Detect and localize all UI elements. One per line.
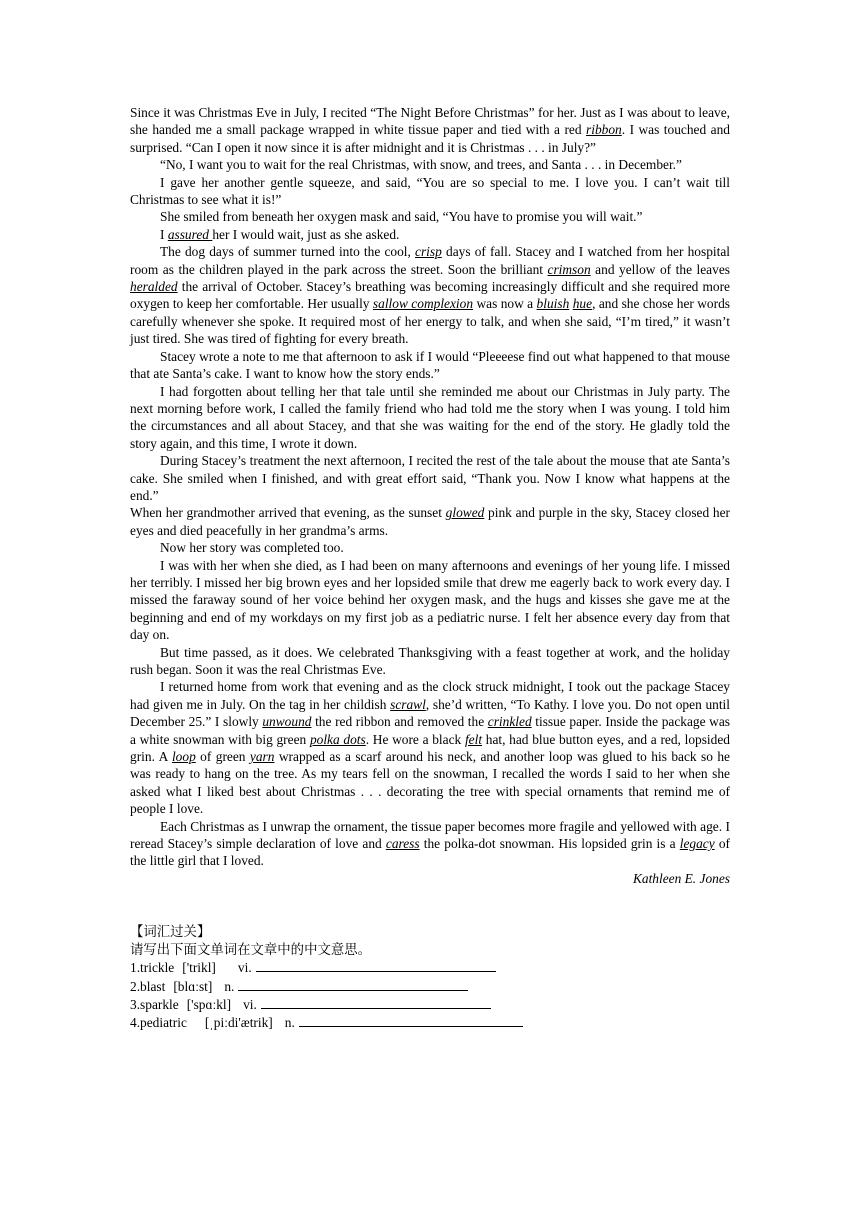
vocabulary-part-of-speech: vi. [243,996,257,1012]
paragraph-text: I had forgotten about telling her that tale until she reminded me about our Christmas in July party. The next morning before work, I called the family friend who had told me the story when I was young. I told him the circumstances and all about Stacey, and that she was waiting for the end of the story. He gladly told the story again, and this time, I wrote it down. [130,383,730,451]
vocabulary-instruction: 请写出下面文单词在文章中的中文意思。 [130,941,372,957]
story-paragraph [130,226,730,243]
answer-blank[interactable] [256,958,496,972]
answer-blank[interactable] [261,995,491,1009]
vocabulary-item [130,958,730,976]
paragraph-text: “No, I want you to wait for the real Christmas, with snow, and trees, and Santa . . . in December.” [160,157,682,173]
story-text [130,104,730,870]
story-paragraph [130,156,730,173]
paragraph-text: She smiled from beneath her oxygen mask and said, “You have to promise you will wait.” [160,209,643,225]
paragraph-text: Each Christmas as I unwrap the ornament, the tissue paper becomes more fragile and yellowed with age. I reread Stacey’s simple declaration of love and [130,818,730,852]
paragraph-text: of green [195,749,250,765]
vocab-highlight-word: heralded [130,279,178,295]
paragraph-text: tissue paper. Inside the package was a white snowman with big green [130,714,730,747]
vocab-highlight-word: legacy [679,836,715,852]
vocabulary-list [130,958,730,1032]
story-paragraph [130,557,730,644]
vocabulary-pronunciation: ['spɑːkl] [186,996,232,1012]
story-paragraph [130,452,730,504]
vocabulary-word: 3.sparkle [130,996,179,1012]
vocab-highlight-word: hue [572,296,593,312]
paragraph-text: wrapped as a scarf around his neck, and another loop was glued to his back so he was ready to hang on the tree. As my tears fell on the snowman, I recalled the words I said to her when she asked what I liked best about Christmas . . . decorating the tree with special ornaments that remind me of people I love. [130,749,730,817]
vocab-highlight-word: ribbon [586,122,622,138]
story-paragraph [130,383,730,453]
vocab-highlight-word: assured [167,226,213,242]
vocab-highlight-word: polka dots [309,731,366,747]
paragraph-text: I gave her another gentle squeeze, and said, “You are so special to me. I love you. I can’t wait till Christmas to see what it is!” [130,174,730,208]
vocab-highlight-word: caress [385,836,420,852]
paragraph-text: When her grandmother arrived that evening, as the sunset [130,505,446,521]
vocab-highlight-word: loop [171,749,196,765]
vocab-highlight-word: felt [464,731,483,747]
vocab-highlight-word: scrawl [390,696,426,712]
vocabulary-item [130,977,730,995]
story-paragraph [130,104,730,156]
vocabulary-title: 【词汇过关】 [130,924,211,940]
vocabulary-word: 4.pediatric [130,1015,187,1031]
paragraph-text: Now her story was completed too. [160,540,344,556]
vocab-highlight-word: yarn [249,749,275,765]
answer-blank[interactable] [299,1013,523,1027]
vocab-highlight-word: crisp [415,244,442,260]
story-paragraph [130,818,730,870]
vocabulary-pronunciation: ['trikl] [182,960,216,976]
story-paragraph [130,208,730,225]
vocabulary-part-of-speech: n. [224,978,235,994]
paragraph-text: of the little girl that I loved. [130,836,731,869]
vocabulary-part-of-speech: n. [284,1015,295,1031]
paragraph-text: Since it was Christmas Eve in July, I recited “The Night Before Christmas” for her. Just as I was about to leave, she handed me a small package wrapped in white tissue paper and tied with a red [130,105,730,138]
paragraph-text: I was with her when she died, as I had been on many afternoons and evenings of her young life. I missed her terribly. I missed her big brown eyes and her lopsided smile that drew me eagerly back to work every day. I missed the faraway sound of her voice behind her oxygen mask, and the hugs and kisses she gave me at the beginning and end of my workdays on my first job as a pediatric nurse. I felt her absence every day from that day on. [130,557,730,643]
vocab-highlight-word: sallow complexion [372,296,474,312]
paragraph-text: the arrival of October. Stacey’s breathing was becoming increasingly difficult and she required more oxygen to keep her comfortable. Her usually [130,279,730,312]
vocabulary-section [130,923,730,1031]
paragraph-text: I returned home from work that evening and as the clock struck midnight, I took out the package Stacey had given me in July. On the tag in her childish [130,679,730,712]
paragraph-text: her I would wait, just as she asked. [212,226,400,242]
story-paragraph [130,504,730,539]
vocabulary-part-of-speech: vi. [237,960,252,976]
answer-blank[interactable] [238,977,468,991]
vocabulary-word: 1.trickle [130,960,175,976]
paragraph-text: and yellow of the leaves [590,261,730,277]
paragraph-text: During Stacey’s treatment the next afternoon, I recited the rest of the tale about the mouse that ate Santa’s cake. She smiled when I finished, and with great effort said, “Thank you. Now I know what happens at the end.” [130,453,730,503]
paragraph-text: hat, had blue button eyes, and a red, lopsided grin. A [130,731,730,765]
vocabulary-pronunciation: [ˌpiːdi'ætrik] [204,1015,273,1031]
vocabulary-word: 2.blast [130,978,166,994]
paragraph-text: The dog days of summer turned into the cool, [160,244,416,260]
document-page [130,104,730,1032]
vocab-highlight-word: glowed [445,505,485,521]
story-paragraph [130,678,730,817]
vocab-highlight-word: crinkled [487,714,532,730]
paragraph-text: was now a [473,296,537,312]
vocab-highlight-word: crimson [547,261,591,277]
vocab-highlight-word: unwound [262,714,312,730]
author-signature: Kathleen E. Jones [632,870,730,886]
paragraph-text: , and she chose her words carefully whenever she spoke. It required most of her energy to talk, and when she said, “I’m tired,” it wasn’t just tired. She was tired of fighting for every breath. [130,296,730,347]
paragraph-text: . He wore a black [365,731,465,747]
vocab-highlight-word: bluish [536,296,570,312]
paragraph-text: I [160,226,168,242]
vocabulary-pronunciation: [blɑːst] [173,978,213,994]
story-paragraph [130,348,730,383]
story-paragraph [130,539,730,556]
story-paragraph [130,174,730,209]
paragraph-text: , she’d written, “To Kathy. I love you. Do not open until December 25.” I slowly [130,696,730,730]
vocabulary-item [130,1013,730,1031]
story-paragraph [130,644,730,679]
paragraph-text: But time passed, as it does. We celebrated Thanksgiving with a feast together at work, and the holiday rush began. Soon it was the real Christmas Eve. [130,644,730,677]
story-paragraph [130,243,730,347]
paragraph-text: the polka-dot snowman. His lopsided grin is a [419,836,680,852]
paragraph-text: Stacey wrote a note to me that afternoon to ask if I would “Pleeeese find out what happened to that mouse that ate Santa’s cake. I want to know how the story ends.” [130,348,730,382]
paragraph-text: days of fall. Stacey and I watched from her hospital room as the children played in the park across the street. Soon the brilliant [130,244,730,277]
paragraph-text: pink and purple in the sky, Stacey closed her eyes and died peacefully in her grandma’s arms. [130,505,730,538]
paragraph-text: . I was touched and surprised. “Can I open it now since it is after midnight and it is Christmas . . . in July?” [130,122,730,155]
paragraph-text: the red ribbon and removed the [311,714,488,730]
vocabulary-item [130,995,730,1013]
